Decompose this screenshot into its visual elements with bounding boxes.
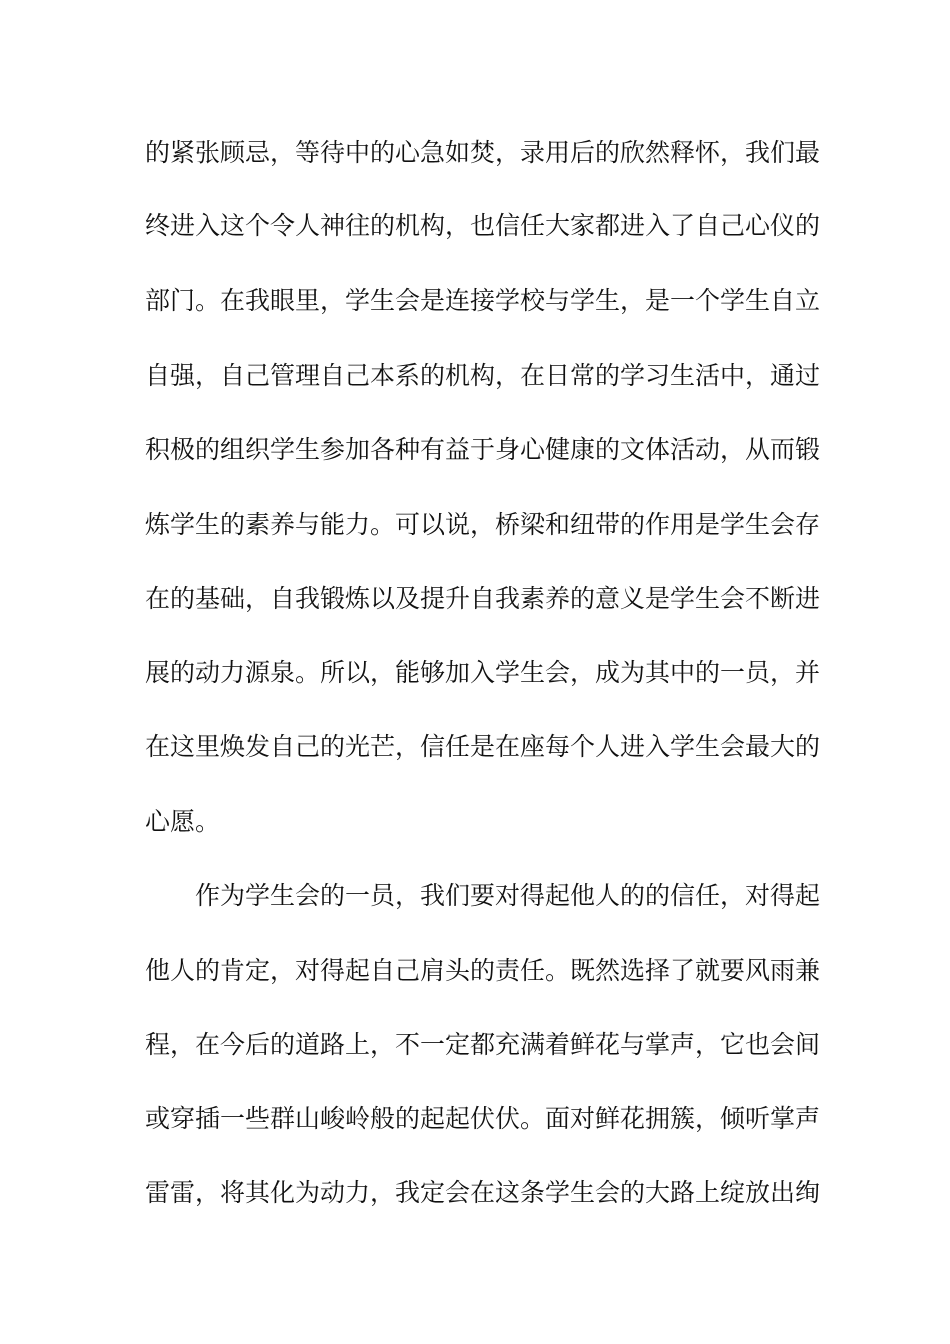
text-line: 展的动力源泉。所以，能够加入学生会，成为其中的一员，并 xyxy=(145,658,821,687)
text-line: 或穿插一些群山峻岭般的起起伏伏。面对鲜花拥簇，倾听掌声 xyxy=(145,1104,821,1133)
text-line: 的紧张顾忌，等待中的心急如焚，录用后的欣然释怀，我们最 xyxy=(145,138,821,167)
text-line: 终进入这个令人神往的机构，也信任大家都进入了自己心仪的 xyxy=(145,211,821,240)
text-line: 程，在今后的道路上，不一定都充满着鲜花与掌声，它也会间 xyxy=(145,1030,821,1059)
text-line: 部门。在我眼里，学生会是连接学校与学生，是一个学生自立 xyxy=(145,286,821,315)
text-line: 自强，自己管理自己本系的机构，在日常的学习生活中，通过 xyxy=(145,361,821,390)
text-line: 雷雷，将其化为动力，我定会在这条学生会的大路上绽放出绚 xyxy=(145,1178,821,1207)
text-line: 心愿。 xyxy=(145,807,221,836)
text-line: 他人的肯定，对得起自己肩头的责任。既然选择了就要风雨兼 xyxy=(145,956,821,985)
text-line: 作为学生会的一员，我们要对得起他人的的信任，对得起 xyxy=(195,881,821,910)
text-line: 炼学生的素养与能力。可以说，桥梁和纽带的作用是学生会存 xyxy=(145,510,821,539)
text-line: 在的基础，自我锻炼以及提升自我素养的意义是学生会不断进 xyxy=(145,584,821,613)
text-line: 积极的组织学生参加各种有益于身心健康的文体活动，从而锻 xyxy=(145,435,821,464)
text-line: 在这里焕发自己的光芒，信任是在座每个人进入学生会最大的 xyxy=(145,732,821,761)
